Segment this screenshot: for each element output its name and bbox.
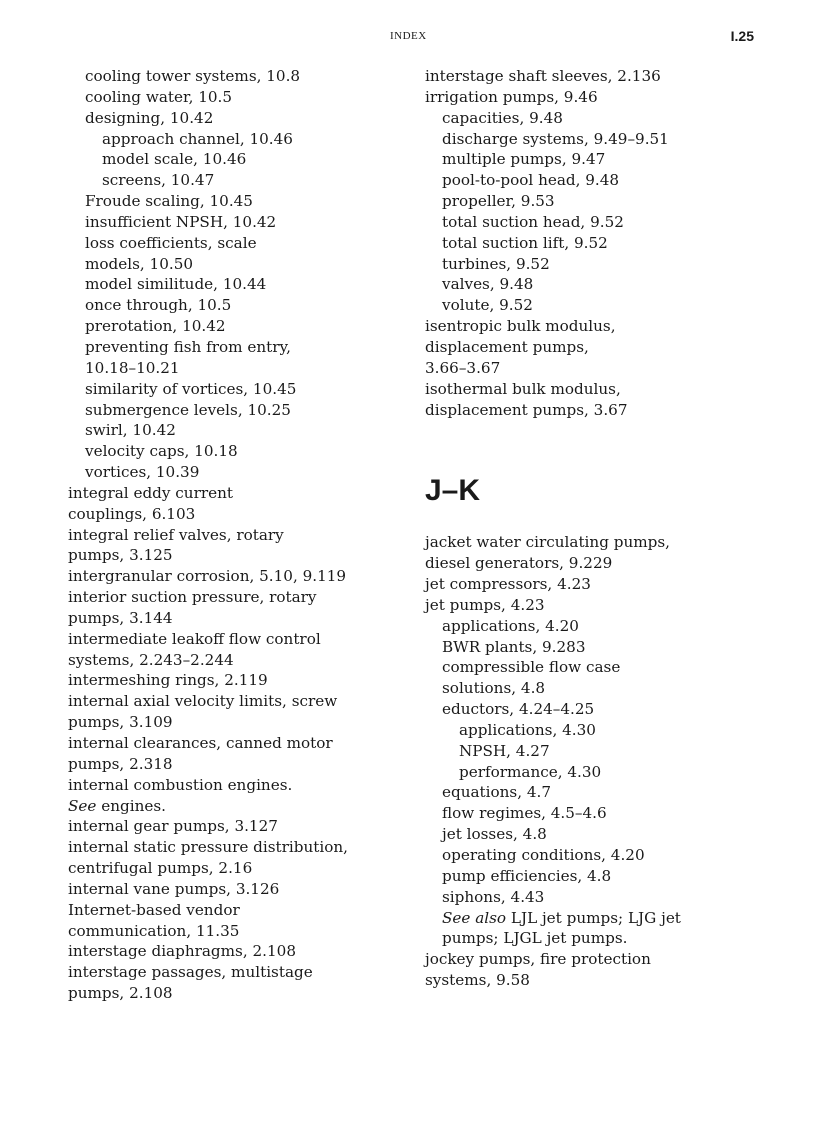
entry-text: Froude scaling, 10.45 (85, 192, 253, 211)
entry-text: insufficient NPSH, 10.42 (85, 212, 277, 231)
index-entry (68, 879, 408, 900)
entry-text: BWR plants, 9.283 (442, 637, 586, 656)
index-column-left (68, 66, 408, 1004)
index-entry (425, 866, 770, 887)
entry-text: preventing fish from entry, (85, 337, 291, 356)
index-entry (425, 762, 770, 783)
entry-text: internal axial velocity limits, screw (68, 692, 338, 711)
entry-continuation: pumps, 3.109 (68, 713, 173, 732)
index-entry (425, 574, 770, 595)
entry-text: screens, 10.47 (102, 171, 215, 190)
index-entry (68, 337, 408, 379)
index-entry (425, 616, 770, 637)
entry-continuation: 3.66–3.67 (425, 358, 501, 377)
entry-continuation: pumps, 2.318 (68, 754, 173, 773)
entry-text: isentropic bulk modulus, (425, 317, 616, 336)
entry-text: multiple pumps, 9.47 (442, 150, 606, 169)
index-entry (68, 775, 408, 817)
index-entry (68, 483, 408, 525)
index-entry (68, 129, 408, 150)
entry-text: turbines, 9.52 (442, 254, 550, 273)
entry-text: once through, 10.5 (85, 296, 232, 315)
entry-text: flow regimes, 4.5–4.6 (442, 804, 607, 823)
index-entries-jk (425, 532, 770, 991)
entry-text: vortices, 10.39 (85, 463, 200, 482)
entry-text: interior suction pressure, rotary (68, 588, 317, 607)
index-entry (68, 149, 408, 170)
entry-text: compressible flow case (442, 658, 621, 677)
entry-text: model similitude, 10.44 (85, 275, 267, 294)
entry-continuation: pumps; LJGL jet pumps. (442, 929, 628, 948)
index-entry (425, 824, 770, 845)
entry-text: submergence levels, 10.25 (85, 400, 291, 419)
index-entry (425, 741, 770, 762)
index-entry (68, 587, 408, 629)
index-entry (68, 191, 408, 212)
entry-continuation: centrifugal pumps, 2.16 (68, 859, 253, 878)
see-label: See (68, 796, 97, 815)
index-entry (68, 733, 408, 775)
entry-text: discharge systems, 9.49–9.51 (442, 129, 669, 148)
entry-text: isothermal bulk modulus, (425, 379, 621, 398)
index-entry (68, 420, 408, 441)
index-entry (68, 525, 408, 567)
index-entry (425, 782, 770, 803)
entry-continuation: diesel generators, 9.229 (425, 554, 613, 573)
index-entry (425, 887, 770, 908)
entry-text: irrigation pumps, 9.46 (425, 87, 598, 106)
index-entry (68, 441, 408, 462)
entry-text: interstage passages, multistage (68, 963, 313, 982)
see-also-label: See also (442, 908, 507, 927)
entry-text: approach channel, 10.46 (102, 129, 293, 148)
index-entry (425, 532, 770, 574)
entry-continuation: pumps, 3.144 (68, 608, 173, 627)
entry-text: jet losses, 4.8 (442, 825, 547, 844)
entry-text: velocity caps, 10.18 (85, 442, 238, 461)
index-entry (68, 108, 408, 129)
entry-text: NPSH, 4.27 (459, 741, 550, 760)
index-entry (68, 66, 408, 87)
entry-text: intermeshing rings, 2.119 (68, 671, 268, 690)
entry-continuation: couplings, 6.103 (68, 504, 196, 523)
entry-text: swirl, 10.42 (85, 421, 176, 440)
see-also-text: LJL jet pumps; LJG jet (506, 908, 681, 927)
index-entry (68, 316, 408, 337)
entry-continuation: displacement pumps, 3.67 (425, 400, 628, 419)
index-entry (425, 657, 770, 699)
index-entry (68, 670, 408, 691)
entry-continuation: solutions, 4.8 (442, 679, 546, 698)
index-entry (425, 274, 770, 295)
index-entry (425, 379, 770, 421)
entry-text: intergranular corrosion, 5.10, 9.119 (68, 567, 347, 586)
index-entry (425, 720, 770, 741)
index-entries-i (425, 66, 770, 420)
page-number: I.25 (730, 28, 754, 44)
entry-text: intermediate leakoff flow control (68, 629, 321, 648)
index-entry (68, 295, 408, 316)
index-entry (425, 129, 770, 150)
index-entry (68, 274, 408, 295)
index-entry (425, 108, 770, 129)
index-entry (68, 816, 408, 837)
index-entry (425, 254, 770, 275)
entry-text: internal gear pumps, 3.127 (68, 817, 278, 836)
entry-text: internal combustion engines. (68, 775, 293, 794)
index-entry (425, 595, 770, 616)
entry-text: applications, 4.30 (459, 720, 596, 739)
index-entry (425, 149, 770, 170)
index-entry (68, 462, 408, 483)
index-entry (68, 962, 408, 1004)
entry-text: interstage shaft sleeves, 2.136 (425, 67, 661, 85)
index-entry (68, 212, 408, 233)
entry-continuation: pumps, 3.125 (68, 546, 173, 565)
entry-text: jet compressors, 4.23 (425, 575, 591, 594)
index-entry (68, 233, 408, 275)
entry-continuation: displacement pumps, (425, 337, 589, 356)
index-entry (425, 233, 770, 254)
index-entry (425, 170, 770, 191)
entry-continuation: pumps, 2.108 (68, 984, 173, 1003)
entry-text: performance, 4.30 (459, 762, 602, 781)
running-head: INDEX (390, 30, 427, 42)
index-entry (425, 316, 770, 379)
index-entry (68, 941, 408, 962)
index-entry (68, 900, 408, 942)
entry-text: Internet-based vendor (68, 900, 240, 919)
see-target: engines. (96, 796, 166, 815)
index-entry (425, 66, 770, 87)
see-reference (68, 796, 408, 817)
entry-text: cooling water, 10.5 (85, 87, 233, 106)
entry-text: applications, 4.20 (442, 616, 579, 635)
entry-text: valves, 9.48 (442, 275, 534, 294)
index-entry (68, 170, 408, 191)
entry-text: volute, 9.52 (442, 296, 533, 315)
entry-continuation: models, 10.50 (85, 254, 194, 273)
entry-text: total suction lift, 9.52 (442, 233, 608, 252)
entry-text: designing, 10.42 (85, 108, 214, 127)
entry-text: equations, 4.7 (442, 783, 552, 802)
index-entry (68, 566, 408, 587)
entry-text: jet pumps, 4.23 (425, 595, 545, 614)
index-entry (68, 400, 408, 421)
entry-text: internal static pressure distribution, (68, 838, 348, 857)
page-header (0, 28, 816, 46)
entry-text: jacket water circulating pumps, (425, 533, 670, 552)
entry-text: cooling tower systems, 10.8 (85, 67, 301, 85)
entry-text: internal clearances, canned motor (68, 734, 333, 752)
entry-text: prerotation, 10.42 (85, 317, 226, 336)
index-entry (68, 691, 408, 733)
entry-text: eductors, 4.24–4.25 (442, 700, 595, 719)
index-entry (68, 379, 408, 400)
index-entry (425, 803, 770, 824)
entry-continuation: 10.18–10.21 (85, 358, 180, 377)
entry-text: capacities, 9.48 (442, 108, 563, 127)
index-entry (425, 699, 770, 720)
index-entry (68, 837, 408, 879)
index-entry (425, 87, 770, 108)
index-entry (425, 845, 770, 866)
entry-text: similarity of vortices, 10.45 (85, 379, 297, 398)
entry-text: pool-to-pool head, 9.48 (442, 171, 620, 190)
entry-text: internal vane pumps, 3.126 (68, 879, 280, 898)
entry-text: total suction head, 9.52 (442, 212, 624, 231)
entry-continuation: systems, 2.243–2.244 (68, 650, 234, 669)
index-entry (425, 637, 770, 658)
entry-text: loss coefficients, scale (85, 233, 257, 252)
entry-text: pump efficiencies, 4.8 (442, 866, 612, 885)
entry-text: propeller, 9.53 (442, 192, 555, 211)
index-column-right (425, 66, 770, 991)
index-entry (425, 295, 770, 316)
entry-continuation: communication, 11.35 (68, 921, 240, 940)
entry-text: integral eddy current (68, 483, 233, 502)
index-entry (68, 87, 408, 108)
index-entry (425, 949, 770, 991)
index-entry (425, 212, 770, 233)
entry-text: interstage diaphragms, 2.108 (68, 942, 296, 961)
index-entry (425, 908, 770, 950)
entry-continuation: systems, 9.58 (425, 971, 530, 990)
entry-text: model scale, 10.46 (102, 150, 247, 169)
entry-text: jockey pumps, fire protection (425, 950, 651, 969)
entry-text: integral relief valves, rotary (68, 525, 284, 544)
index-entry (425, 191, 770, 212)
entry-text: siphons, 4.43 (442, 887, 545, 906)
section-heading: J–K (425, 474, 481, 508)
index-entry (68, 629, 408, 671)
entry-text: operating conditions, 4.20 (442, 846, 645, 864)
